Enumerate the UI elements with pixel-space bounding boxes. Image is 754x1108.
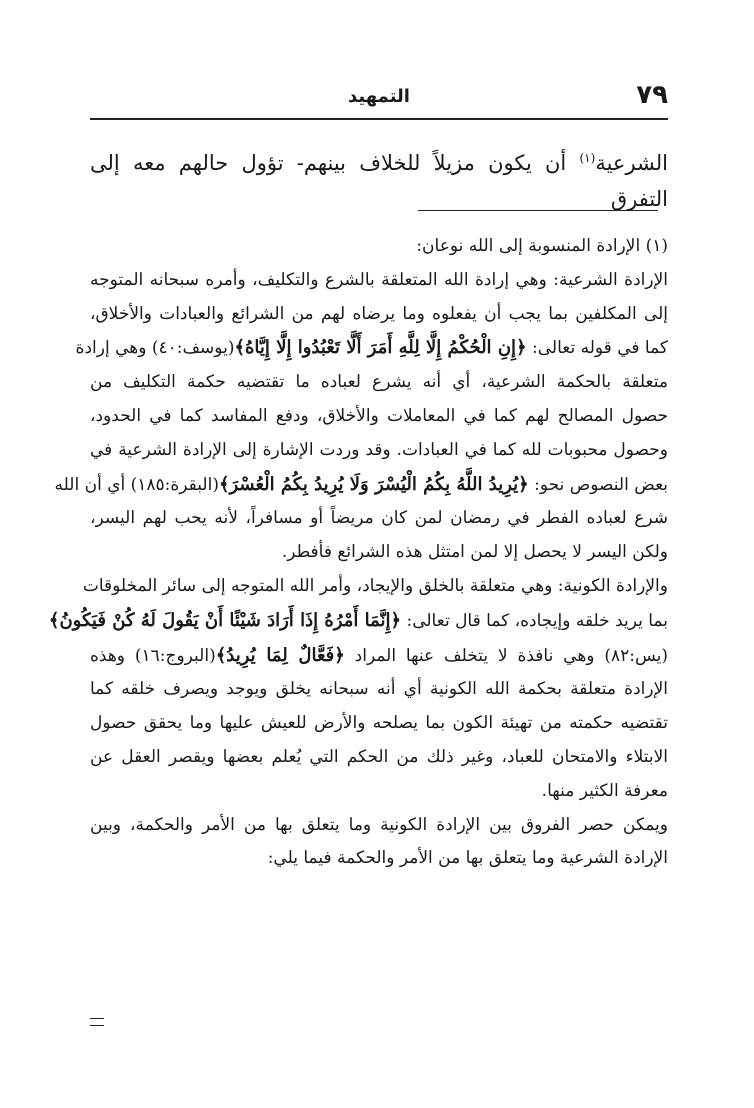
footnote-line: [82, 570, 668, 604]
footnote-text: شرع لعباده الفطر في رمضان لمن كان مريضاً أو مسافراً، لأنه يحب لهم اليسر،: [90, 508, 668, 529]
footnote-line: [90, 741, 668, 775]
footnote-text: والإرادة الكونية: وهي متعلقة بالخلق والإيجاد، وأمر الله المتوجه إلى سائر المخلوقات: [82, 575, 668, 596]
footnote-line: [90, 400, 668, 434]
footnote-line: [90, 639, 668, 674]
quran-verse: ﴿فَعَّالٌ لِمَا يُرِيدُ﴾: [215, 644, 345, 666]
footnote-line: [90, 775, 668, 809]
footnote-text: (البروج:١٦) وهذه: [90, 645, 216, 666]
footnote-line: [90, 842, 668, 876]
footnote-line: [54, 468, 668, 503]
footnote-line: [90, 707, 668, 741]
header-rule: [90, 118, 668, 120]
footnote-marker[interactable]: (١): [579, 151, 596, 165]
footnote-text: (يس:٨٢) وهي نافذة لا يتخلف عنها المراد: [344, 645, 669, 666]
main-text-line: [90, 145, 668, 217]
footnote-line: [90, 298, 668, 332]
quran-verse: ﴿يُرِيدُ اللَّهُ بِكُمُ الْيُسْرَ وَلَا يُرِيدُ بِكُمُ الْعُسْرَ﴾: [218, 473, 529, 495]
footnote-text: ولكن اليسر لا يحصل إلا لمن امتثل هذه الشرائع فأفطر.: [281, 542, 668, 563]
footnote-text: الإرادة متعلقة بحكمة الله الكونية أي أنه سبحانه يخلق ويوجد ويصرف خلقه كما: [90, 679, 668, 700]
footnote-text: (البقرة:١٨٥) أي أن الله: [54, 474, 219, 495]
footnote-text: الإرادة الشرعية: وهي إرادة الله المتعلقة بالشرع والتكليف، وأمره سبحانه المتوجه: [90, 269, 668, 290]
footnote-text: معرفة الكثير منها.: [541, 780, 668, 801]
footnote-text: (يوسف:٤٠) وهي إرادة: [75, 338, 235, 359]
main-text-start: الشرعية: [595, 151, 668, 175]
footnote-line: [90, 536, 668, 570]
footnote-text: تقتضيه حكمته من تهيئة الكون بما يصلحه والأرض للعيش عليها وما يحقق حصول: [90, 713, 668, 734]
page-header: [90, 78, 668, 118]
footnote-text: ويمكن حصر الفروق بين الإرادة الكونية وما يتعلق بها من الأمر والحكمة، وبين: [90, 814, 668, 835]
footnote-separator: [418, 210, 658, 211]
quran-verse: ﴿إِنَّمَا أَمْرُهُ إِذَا أَرَادَ شَيْئًا أَنْ يَقُولَ لَهُ كُنْ فَيَكُونُ﴾: [48, 609, 402, 631]
footnote-line: [75, 331, 668, 366]
footnote-text: وحصول محبوبات لله كما في العبادات. وقد وردت الإشارة إلى الإرادة الشرعية في: [90, 439, 668, 460]
footnote-text: متعلقة بالحكمة الشرعية، أي أنه يشرع لعباده ما تقتضيه حكمة التكليف من: [90, 372, 668, 393]
footnote-line: [90, 809, 668, 843]
footnote-text: الابتلاء والامتحان للعباد، وغير ذلك من الحكم التي يُعلم بعضها ويقصر العقل عن: [90, 746, 668, 767]
footnote-text: الإرادة الشرعية وما يتعلق بها من الأمر والحكمة فيما يلي:: [267, 848, 668, 869]
footnote-line: [48, 604, 668, 639]
page-end-mark: [90, 1018, 104, 1026]
footnote-line: [90, 230, 668, 264]
footnote-line: [90, 264, 668, 298]
footnote-line: [90, 366, 668, 400]
running-title: التمهيد: [348, 86, 410, 107]
main-text-rest: أن يكون مزيلاً للخلاف بينهم- تؤول حالهم معه إلى التفرق: [90, 151, 668, 211]
footnote-text: بعض النصوص نحو:: [528, 474, 668, 495]
page-number: ٧٩: [636, 80, 668, 110]
footnote-text: حصول المصالح لهم كما في المعاملات والأخلاق، ودفع المفاسد كما في الحدود،: [90, 405, 668, 426]
footnote-text: بما يريد خلقه وإيجاده، كما قال تعالى:: [401, 610, 668, 631]
footnote-line: [90, 434, 668, 468]
footnote-line: [90, 502, 668, 536]
footnote-text: (١) الإرادة المنسوبة إلى الله نوعان:: [416, 236, 668, 256]
footnote-text: إلى المكلفين بما يجب أن يفعلوه وما يرضاه لهم من الشرائع والعبادات والأخلاق،: [90, 303, 668, 324]
quran-verse: ﴿إِنِ الْحُكْمُ إِلَّا لِلَّهِ أَمَرَ أَلَّا تَعْبُدُوا إِلَّا إِيَّاهُ﴾: [234, 337, 527, 359]
footnote-text: كما في قوله تعالى:: [526, 338, 668, 359]
footnote-line: [90, 673, 668, 707]
footnote-body: [48, 230, 669, 876]
